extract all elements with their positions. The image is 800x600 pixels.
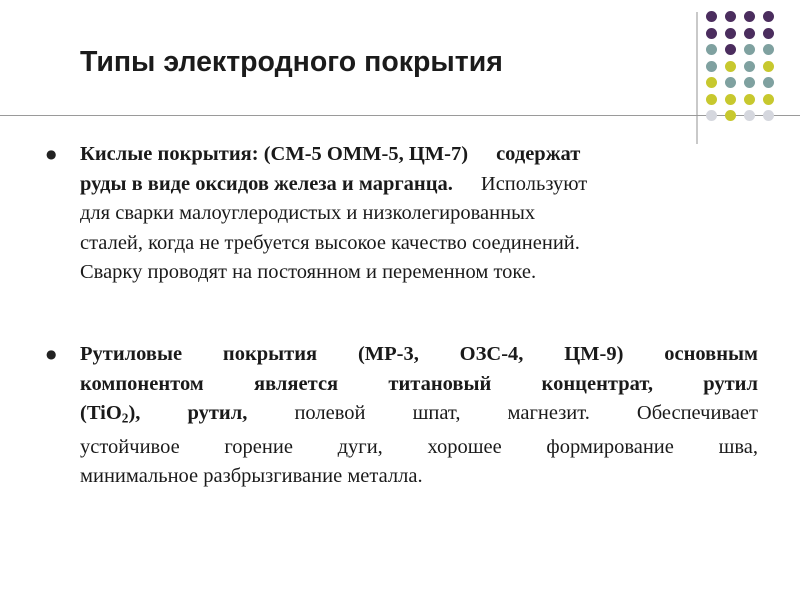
decorative-dot — [725, 110, 736, 121]
decorative-dot — [725, 94, 736, 105]
decorative-dot — [706, 61, 717, 72]
bullet-dot-icon: ● — [46, 347, 57, 361]
decorative-dot — [744, 11, 755, 22]
decorative-dot — [744, 61, 755, 72]
bold-text: Рутиловые покрытия (МР-3, ОЗС-4, ЦМ-9) основным — [80, 343, 758, 365]
text-line — [80, 170, 758, 200]
decorative-dot — [763, 77, 774, 88]
decorative-dot — [744, 94, 755, 105]
horizontal-divider — [0, 115, 800, 116]
bold-text: компонентом является титановый концентрат, рутил — [80, 372, 758, 395]
decorative-dot — [763, 110, 774, 121]
bold-text: содержат — [496, 143, 581, 165]
bullet-rutile-coatings — [46, 340, 758, 492]
decorative-dot — [706, 44, 717, 55]
bullet-text — [80, 140, 758, 288]
text-line: сталей, когда не требуется высокое качество соединений. — [80, 231, 580, 254]
vertical-divider — [696, 12, 698, 144]
bullet-text — [80, 340, 758, 492]
slide-title: Типы электродного покрытия — [80, 46, 503, 78]
normal-text: Используют — [480, 172, 588, 195]
decorative-dot — [706, 11, 717, 22]
decorative-dot — [744, 77, 755, 88]
bullet-dot-icon: ● — [46, 147, 57, 161]
text-line — [80, 370, 758, 400]
normal-text: полевой шпат, магнезит. Обеспечивает — [247, 402, 758, 424]
bold-text: ), рутил, — [128, 402, 248, 424]
text-line — [80, 140, 758, 170]
decorative-dot — [763, 11, 774, 22]
bold-text: (TiO — [80, 402, 122, 424]
text-line: минимальное разбрызгивание металла. — [80, 465, 423, 488]
decorative-dot — [763, 28, 774, 39]
subscript-text: 2 — [121, 410, 129, 426]
decorative-dot — [763, 44, 774, 55]
decorative-dot — [725, 61, 736, 72]
decorative-dot — [706, 94, 717, 105]
text-line: для сварки малоуглеродистых и низколегированных — [80, 202, 536, 224]
decorative-dot — [744, 44, 755, 55]
decorative-dot — [725, 77, 736, 88]
decorative-dot — [763, 61, 774, 72]
bold-text: руды в виде оксидов железа и марганца. — [80, 172, 453, 195]
decorative-dot — [725, 44, 736, 55]
text-line: Сварку проводят на постоянном и переменном токе. — [80, 261, 537, 283]
bullet-acid-coatings — [46, 140, 758, 288]
decorative-dot — [763, 94, 774, 105]
text-line — [80, 340, 758, 370]
decorative-dot — [744, 28, 755, 39]
decorative-dot — [706, 28, 717, 39]
decorative-dot — [725, 11, 736, 22]
decorative-dot-grid — [706, 11, 796, 127]
decorative-dot — [744, 110, 755, 121]
bold-text: Кислые покрытия: (СМ-5 ОММ-5, ЦМ-7) — [80, 143, 469, 165]
decorative-dot — [706, 77, 717, 88]
text-line — [80, 399, 758, 433]
decorative-dot — [725, 28, 736, 39]
text-line: устойчивое горение дуги, хорошее формирование шва, — [80, 435, 758, 458]
decorative-dot — [706, 110, 717, 121]
